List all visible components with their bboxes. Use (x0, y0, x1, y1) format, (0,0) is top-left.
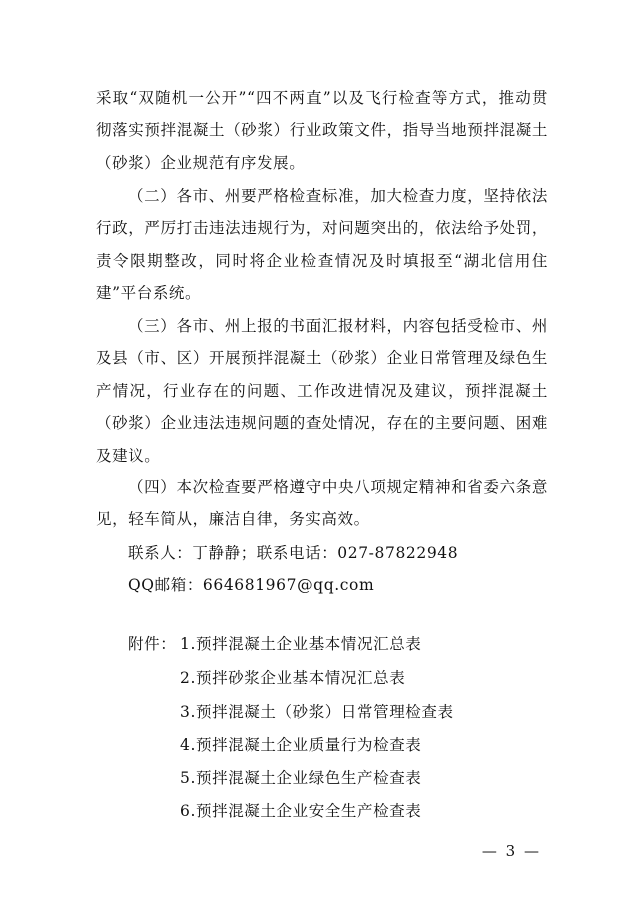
contact-line: 联系人：丁静静；联系电话：027-87822948 (128, 544, 459, 562)
paragraph-continuation: 采取“双随机一公开”“四不两直”以及飞行检查等方式，推动贯彻落实预拌混凝土（砂浆）行业政策文件，指导当地预拌混凝土（砂浆）企业规范有序发展。 (96, 89, 548, 172)
attachments-label: 附件： (128, 635, 177, 653)
attachment-item-2: 2.预拌砂浆企业基本情况汇总表 (180, 669, 406, 687)
paragraph-section-4: （四）本次检查要严格遵守中央八项规定精神和省委六条意见，轻车简从，廉洁自律，务实高效。 (96, 478, 548, 529)
paragraph-section-2: （二）各市、州要严格检查标准，加大检查力度，坚持依法行政，严厉打击违法违规行为，对问题突出的，依法给予处罚，责令限期整改，同时将企业检查情况及时填报至“湖北信用住建”平台系统。 (96, 187, 548, 303)
attachment-item-5: 5.预拌混凝土企业绿色生产检查表 (180, 769, 422, 787)
attachment-item-1: 1.预拌混凝土企业基本情况汇总表 (180, 635, 422, 653)
email-line: QQ邮箱：664681967@qq.com (128, 576, 375, 594)
page-number: — 3 — (481, 842, 541, 860)
attachment-item-4: 4.预拌混凝土企业质量行为检查表 (180, 736, 422, 754)
paragraph-section-3: （三）各市、州上报的书面汇报材料，内容包括受检市、州及县（市、区）开展预拌混凝土（砂浆）企业日常管理及绿色生产情况，行业存在的问题、工作改进情况及建议，预拌混凝土（砂浆）企业违法违规问题的查处情况，存在的主要问题、困难及建议。 (96, 317, 548, 465)
attachment-item-3: 3.预拌混凝土（砂浆）日常管理检查表 (180, 703, 454, 721)
attachment-item-6: 6.预拌混凝土企业安全生产检查表 (180, 802, 422, 820)
